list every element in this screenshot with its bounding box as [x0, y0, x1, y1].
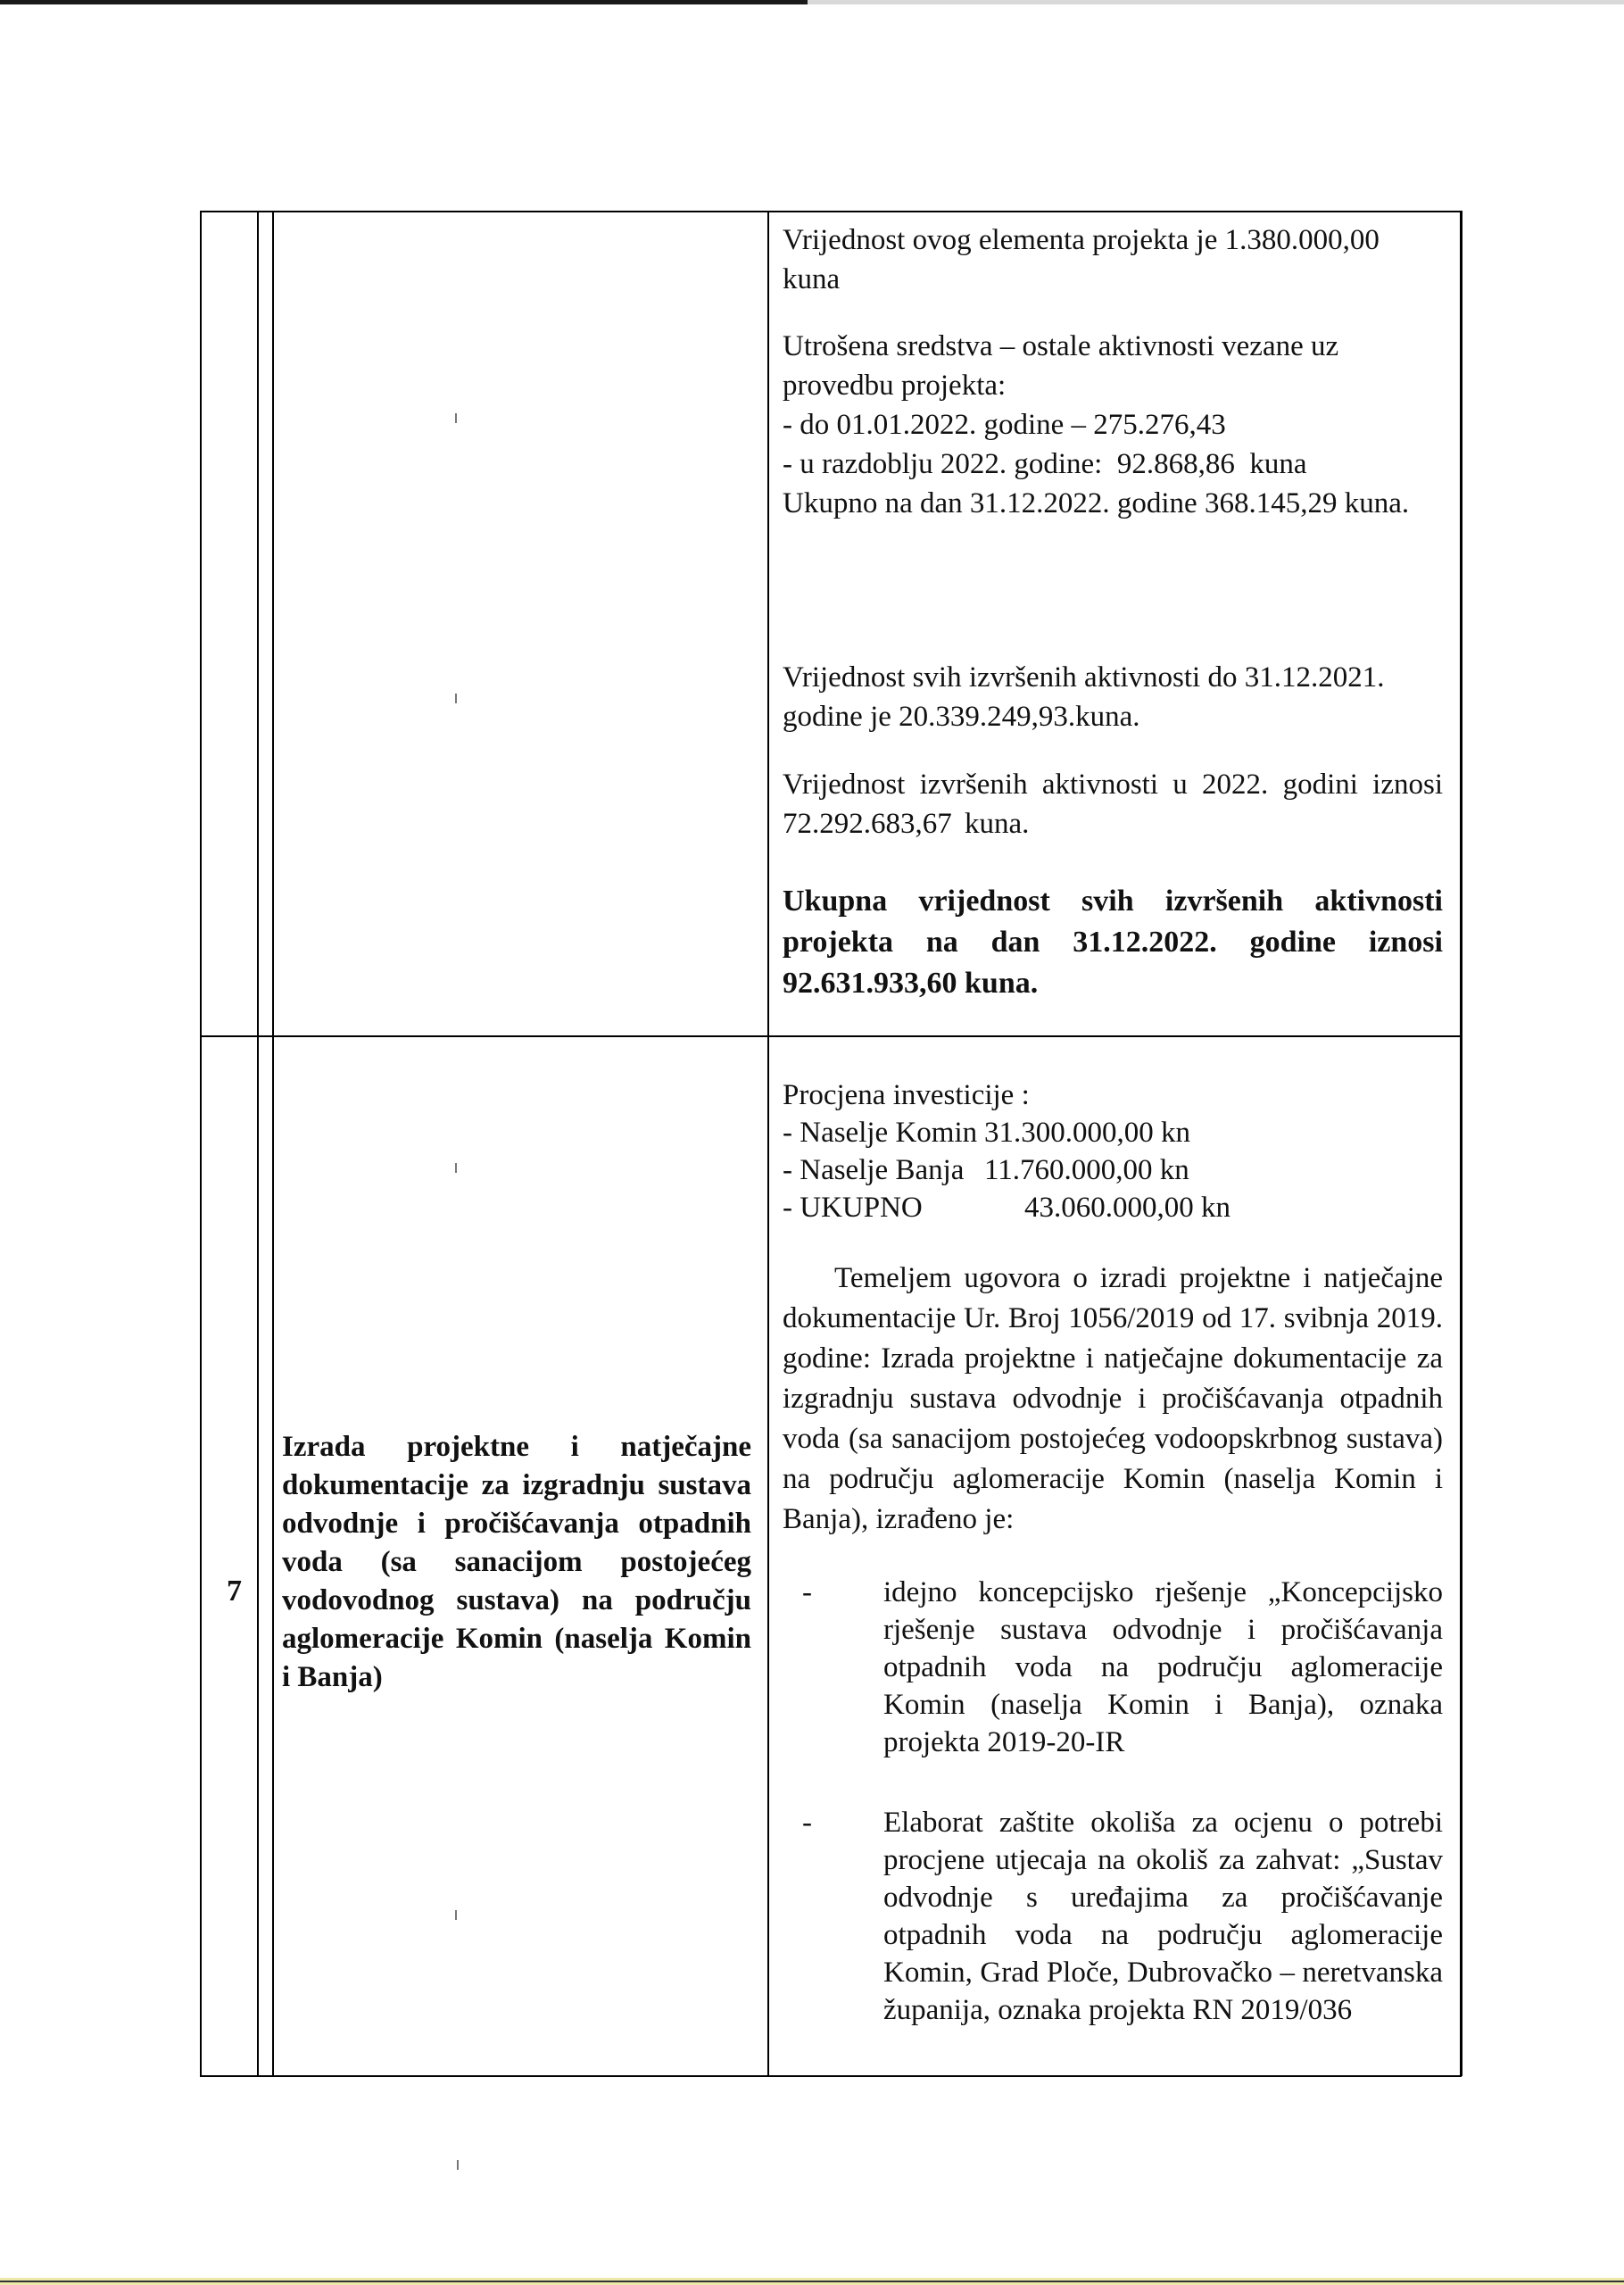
spent-funds-line: - do 01.01.2022. godine – 275.276,43: [783, 409, 1226, 441]
deliverables-list: [783, 1574, 1443, 2029]
table-divider-2: [272, 211, 274, 2076]
spent-funds-title: Utrošena sredstva – ostale aktivnosti vezane uz provedbu projekta:: [783, 330, 1339, 402]
row7-title: [282, 1428, 751, 1697]
row-prev-element-value: [783, 220, 1443, 299]
spent-funds-total: Ukupno na dan 31.12.2022. godine 368.145,29 kuna.: [783, 487, 1410, 519]
list-dash: -: [802, 1807, 812, 1839]
procjena-value: 11.760.000,00 kn: [984, 1154, 1189, 1186]
scan-mark: [457, 2160, 459, 2170]
procjena-investicije: [783, 1076, 1443, 1226]
procjena-label: - UKUPNO: [783, 1192, 923, 1224]
table-divider-1: [257, 211, 259, 2076]
procjena-label: - Naselje Komin: [783, 1117, 978, 1149]
element-value-text: Vrijednost ovog elementa projekta je 1.380.000,00 kuna: [783, 224, 1380, 295]
scan-mark: [455, 1163, 457, 1173]
list-item: [783, 1574, 1443, 1761]
list-dash: -: [802, 1576, 812, 1608]
row-prev-value-2021: [783, 658, 1447, 736]
scan-mark: [455, 413, 457, 423]
scan-mark: [455, 694, 457, 703]
procjena-item: [783, 1151, 1443, 1189]
scan-edge-bottom: [0, 2278, 1624, 2285]
row-prev-spent-funds: [783, 327, 1443, 523]
row7-title-text: Izrada projektne i natječajne dokumentacije za izgradnju sustava odvodnje i pročišćavanja otpadnih voda (sa sanacijom postojećeg vodovodnog sustava) na području aglomeracije Komin (naselja Komin i Banja): [282, 1431, 751, 1693]
contract-paragraph: [783, 1259, 1443, 1540]
procjena-title: Procjena investicije :: [783, 1079, 1030, 1111]
row-number: 7: [227, 1575, 242, 1608]
value-2022-text: Vrijednost izvršenih aktivnosti u 2022. godini iznosi 72.292.683,67 kuna.: [783, 769, 1443, 840]
table-row-separator: [200, 1035, 1462, 1037]
value-2021-text: Vrijednost svih izvršenih aktivnosti do 31.12.2021. godine je 20.339.249,93.kuna.: [783, 661, 1385, 733]
table-divider-3: [767, 211, 769, 2076]
table-border-right: [1460, 211, 1462, 2076]
row-prev-value-2022: [783, 765, 1443, 843]
contract-paragraph-text: Temeljem ugovora o izradi projektne i natječajne dokumentacije Ur. Broj 1056/2019 od 17. svibnja 2019. godine: Izrada projektne i natječajne dokumentacije za izgradnju sustava odvodnje i pročišćavanja otpadnih voda (sa sanacijom postojećeg vodoopskrbnog sustava) na području aglomeracije Komin (naselja Komin i Banja), izrađeno je:: [783, 1262, 1443, 1535]
table-border-top: [200, 211, 1462, 212]
list-item: [783, 1804, 1443, 2029]
scan-edge-top: [0, 0, 1624, 4]
procjena-item: [783, 1189, 1443, 1226]
procjena-value: 43.060.000,00 kn: [1024, 1192, 1230, 1224]
list-item-text: idejno koncepcijsko rješenje „Koncepcijsko rješenje sustava odvodnje i pročišćavanja otpadnih voda na području aglomeracije Komin (naselja Komin i Banja), oznaka projekta 2019-20-IR: [883, 1576, 1443, 1758]
list-item-text: Elaborat zaštite okoliša za ocjenu o potrebi procjene utjecaja na okoliš za zahvat: „Sustav odvodnje s uređajima za pročišćavanje otpadnih voda na području aglomeracije Komin, Grad Ploče, Dubrovačko – neretvanska županija, oznaka projekta RN 2019/036: [883, 1807, 1443, 2026]
procjena-label: - Naselje Banja: [783, 1154, 965, 1186]
table-border-bottom: [200, 2075, 1462, 2077]
scan-mark: [455, 1910, 457, 1920]
table-border-left: [200, 211, 202, 2076]
total-value-text: Ukupna vrijednost svih izvršenih aktivnosti projekta na dan 31.12.2022. godine iznosi 92.631.933,60 kuna.: [783, 885, 1443, 1000]
spent-funds-line: - u razdoblju 2022. godine: 92.868,86 kuna: [783, 448, 1307, 480]
procjena-item: [783, 1114, 1443, 1151]
row-prev-total-value: [783, 881, 1443, 1004]
procjena-value: 31.300.000,00 kn: [984, 1117, 1190, 1149]
